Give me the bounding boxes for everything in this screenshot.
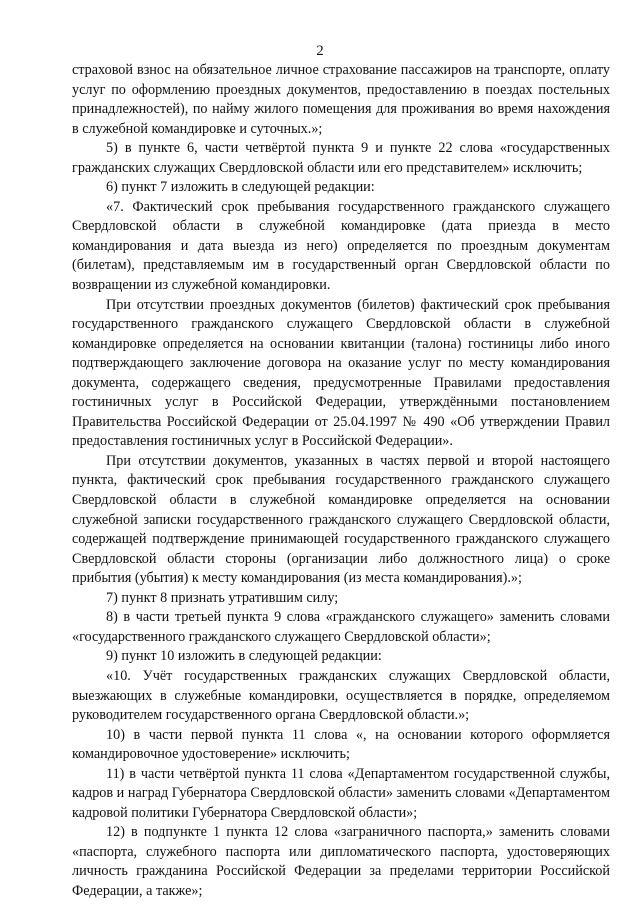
paragraph-quote-7-part-2: При отсутствии проездных документов (билетов) фактический срок пребывания государственного гражданского служащего Свердловской области в служебной командировке определяется на основании квитанции (талона) гостиницы либо иного подтверждающего заключение договора на оказание услуг по месту командирования документа, содержащего сведения, предусмотренные Правилами предоставления гостиничных услуг в Российской Федерации, утверждёнными постановлением Правительства Российской Федерации от 25.04.1997 № 490 «Об утверждении Правил предоставления гостиничных услуг в Российской Федерации». bbox=[72, 296, 610, 450]
paragraph-quote-7-part-1: «7. Фактический срок пребывания государственного гражданского служащего Свердловской области в служебной командировке (дата приезда в место командирования и дата выезда из него) определяется по проездным документам (билетам), представляемым им в государственный орган Свердловской области по возвращении из служебной командировки. bbox=[72, 198, 610, 294]
paragraph-item-12: 12) в подпункте 1 пункта 12 слова «заграничного паспорта,» заменить словами «паспорта, служебного паспорта или дипломатического паспорта, удостоверяющих личность гражданина Российской Федерации за пределами территории Российской Федерации, а также»; bbox=[72, 824, 610, 899]
document-body bbox=[72, 61, 610, 902]
paragraph-item-11: 11) в части четвёртой пункта 11 слова «Департаментом государственной службы, кадров и наград Губернатора Свердловской области» заменить словами «Департаментом кадровой политики Губернатора Свердловской области»; bbox=[72, 765, 610, 821]
paragraph-quote-10: «10. Учёт государственных гражданских служащих Свердловской области, выезжающих в служебные командировки, осуществляется в порядке, определяемом руководителем государственного органа Свердловской области.»; bbox=[72, 667, 610, 724]
paragraph-continuation: страховой взнос на обязательное личное страхование пассажиров на транспорте, оплату услуг по оформлению проездных документов, предоставлению в поездах постельных принадлежностей), по найму жилого помещения для проживания во время нахождения в служебной командировке и суточных.»; bbox=[72, 62, 610, 137]
paragraph-item-8: 8) в части третьей пункта 9 слова «гражданского служащего» заменить словами «государственного гражданского служащего Свердловской области»; bbox=[72, 609, 610, 645]
paragraph-item-10: 10) в части первой пункта 11 слова «, на основании которого оформляется командировочное удостоверение» исключить; bbox=[72, 726, 610, 763]
paragraph-item-6: 6) пункт 7 изложить в следующей редакции: bbox=[106, 179, 375, 196]
paragraph-quote-7-part-3: При отсутствии документов, указанных в частях первой и второй настоящего пункта, фактический срок пребывания государственного гражданского служащего Свердловской области в служебной командировке определяется на основании служебной записки государственного гражданского служащего Свердловской области, содержащей подтверждение принимающей государственного гражданского служащего Свердловской области стороны (организации либо должностного лица) о сроке прибытия (убытия) к месту командирования (из места командирования).»; bbox=[72, 452, 610, 587]
paragraph-item-9: 9) пункт 10 изложить в следующей редакции: bbox=[106, 648, 382, 665]
paragraph-item-5: 5) в пункте 6, части четвёртой пункта 9 и пункте 22 слова «государственных гражданских служащих Свердловской области или его представителем» исключить; bbox=[72, 140, 610, 176]
page-number: 2 bbox=[316, 43, 324, 59]
paragraph-item-7: 7) пункт 8 признать утратившим силу; bbox=[106, 589, 339, 606]
